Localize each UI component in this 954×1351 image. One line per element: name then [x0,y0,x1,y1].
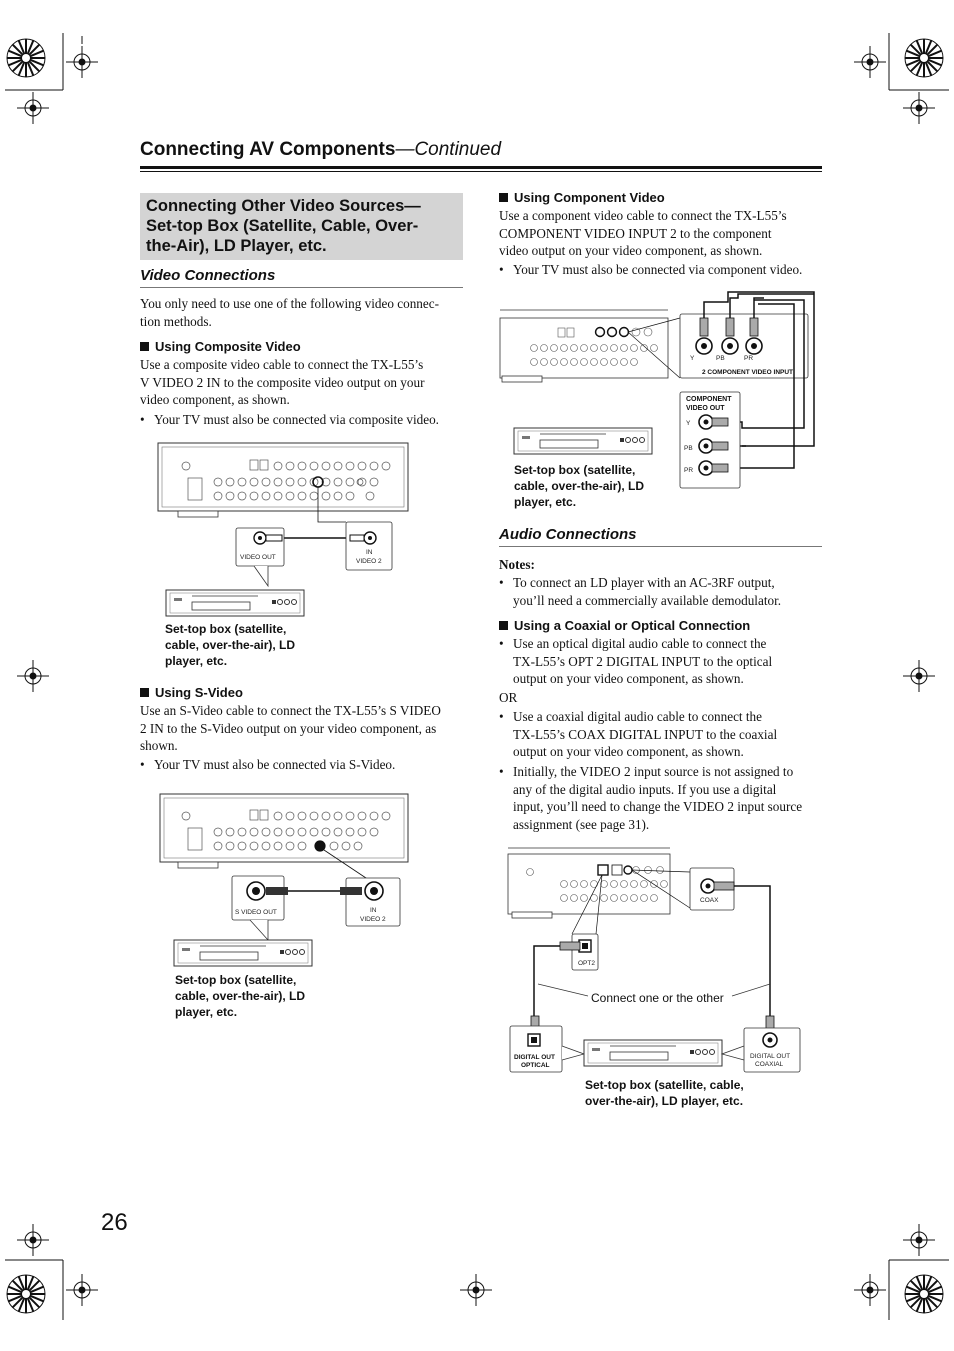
video2-label: VIDEO 2 [360,916,386,923]
caption-line: Set-top box (satellite, [165,622,287,636]
bullet-icon: • [140,757,145,772]
component-output-y: Y [686,420,691,427]
square-bullet-icon [140,688,149,697]
heading-text: Using S-Video [155,685,243,700]
square-bullet-icon [499,193,508,202]
text-line: you’ll need a commercially available demodulator. [513,592,782,608]
text-line: video component, as shown. [140,392,290,408]
header-rule-thick [140,166,822,169]
component-output-label-2: VIDEO OUT [686,405,725,412]
coaxial-bullet [499,708,829,761]
audio-connections-heading: Audio Connections [499,526,822,547]
composite-bullet [140,411,470,429]
video-intro [140,295,470,330]
page-number: 26 [101,1209,128,1236]
bullet-icon: • [499,575,504,590]
component-caption [514,462,644,510]
s-video-diagram [150,790,420,975]
heading-text: Using Composite Video [155,339,301,354]
caption-line: Set-top box (satellite, cable, [585,1078,744,1092]
text-line: output on your video component, as shown. [513,671,744,687]
heading-text: Using Component Video [514,190,665,205]
digital-out-optical-label-2: OPTICAL [521,1062,550,1069]
text-line: video output on your video component, as shown. [499,243,763,259]
s-video-caption [175,972,305,1020]
page-title: Connecting AV Components [140,139,396,160]
square-bullet-icon [499,621,508,630]
component-input-pb: PB [716,355,725,362]
header-rule-thin [140,171,822,172]
text-line: any of the digital audio inputs. If you use a digital [513,781,777,797]
in-label: IN [370,907,377,914]
bullet-icon: • [499,709,504,724]
text-line: assignment (see page 31). [513,816,650,832]
bullet-text: Your TV must also be connected via S-Video. [154,757,396,772]
s-video-heading [140,685,243,700]
text-line: Use a coaxial digital audio cable to connect the [513,709,762,724]
heading-text: Using a Coaxial or Optical Connection [514,618,751,633]
or-text: OR [499,690,518,705]
text-line: You only need to use one of the following video connec- [140,296,439,311]
page-header [140,139,822,161]
caption-line: player, etc. [175,1005,238,1019]
text-line: 2 IN to the S-Video output on your video component, as [140,720,437,736]
coax-label: COAX [700,897,719,904]
bullet-text: Your TV must also be connected via component video. [513,262,803,277]
in-label: IN [366,549,373,556]
component-body [499,207,829,260]
digital-audio-diagram [504,846,804,1074]
bullet-icon: • [140,412,145,427]
component-video-heading [499,190,665,205]
text-line: input, you’ll need to change the VIDEO 2 input source [513,799,803,815]
square-bullet-icon [140,342,149,351]
text-line: TX-L55’s OPT 2 DIGITAL INPUT to the optical [513,653,773,669]
text-line: COMPONENT VIDEO INPUT 2 to the component [499,225,772,241]
text-line: Use an S-Video cable to connect the TX-L55’s S VIDEO [140,703,441,718]
component-video-input-label: 2 COMPONENT VIDEO INPUT [702,369,794,376]
composite-video-diagram [150,440,420,630]
digital-out-optical-label: DIGITAL OUT [514,1054,555,1061]
coax-optical-heading [499,618,750,633]
section-title-line: the-Air), LD Player, etc. [146,237,327,255]
caption-line: Set-top box (satellite, [514,463,636,477]
bullet-icon: • [499,262,504,277]
video-connections-heading: Video Connections [140,267,463,288]
section-title-line: Connecting Other Video Sources— [146,197,421,215]
video-out-label: VIDEO OUT [240,554,276,561]
component-input-pr: PR [744,355,754,362]
component-bullet [499,261,829,279]
caption-line: cable, over-the-air), LD [175,989,306,1003]
text-line: To connect an LD player with an AC-3RF output, [513,575,775,590]
caption-line: cable, over-the-air), LD [514,479,645,493]
opt2-label: OPT2 [578,960,595,967]
text-line: Use a composite video cable to connect the TX-L55’s [140,357,424,372]
bullet-icon: • [499,764,504,779]
page-title-continued: —Continued [395,139,502,160]
caption-line: player, etc. [514,495,577,509]
caption-line: Set-top box (satellite, [175,973,297,987]
optical-bullet [499,635,829,688]
audio-caption [585,1077,744,1109]
notes-label: Notes: [499,557,535,572]
bullet-text: Your TV must also be connected via composite video. [154,412,439,427]
text-line: TX-L55’s COAX DIGITAL INPUT to the coaxial [513,726,778,742]
text-line: shown. [140,738,178,754]
digital-out-coaxial-label-2: COAXIAL [755,1061,784,1068]
text-line: output on your video component, as shown. [513,744,744,760]
s-video-bullet [140,756,470,774]
component-output-pb: PB [684,445,693,452]
text-line: Use an optical digital audio cable to connect the [513,636,767,651]
section-title-box [140,193,463,260]
digital-out-coaxial-label: DIGITAL OUT [750,1053,791,1060]
composite-video-heading [140,339,301,354]
connect-note: Connect one or the other [591,991,724,1005]
note-bullet [499,574,829,609]
text-line: V VIDEO 2 IN to the composite video output on your [140,374,425,390]
composite-caption [165,621,295,669]
section-title-line: Set-top Box (Satellite, Cable, Over- [146,217,419,235]
text-line: Initially, the VIDEO 2 input source is not assigned to [513,764,794,779]
composite-body [140,356,470,409]
component-output-label: COMPONENT [686,396,732,403]
text-line: Use a component video cable to connect the TX-L55’s [499,208,787,223]
caption-line: player, etc. [165,654,228,668]
s-video-out-label: S VIDEO OUT [235,909,277,916]
component-output-pr: PR [684,467,694,474]
text-line: tion methods. [140,313,212,329]
caption-line: over-the-air), LD player, etc. [585,1094,744,1108]
s-video-body [140,702,470,755]
caption-line: cable, over-the-air), LD [165,638,296,652]
bullet-icon: • [499,636,504,651]
component-input-y: Y [690,355,695,362]
assignment-bullet [499,763,829,833]
video2-label: VIDEO 2 [356,558,382,565]
